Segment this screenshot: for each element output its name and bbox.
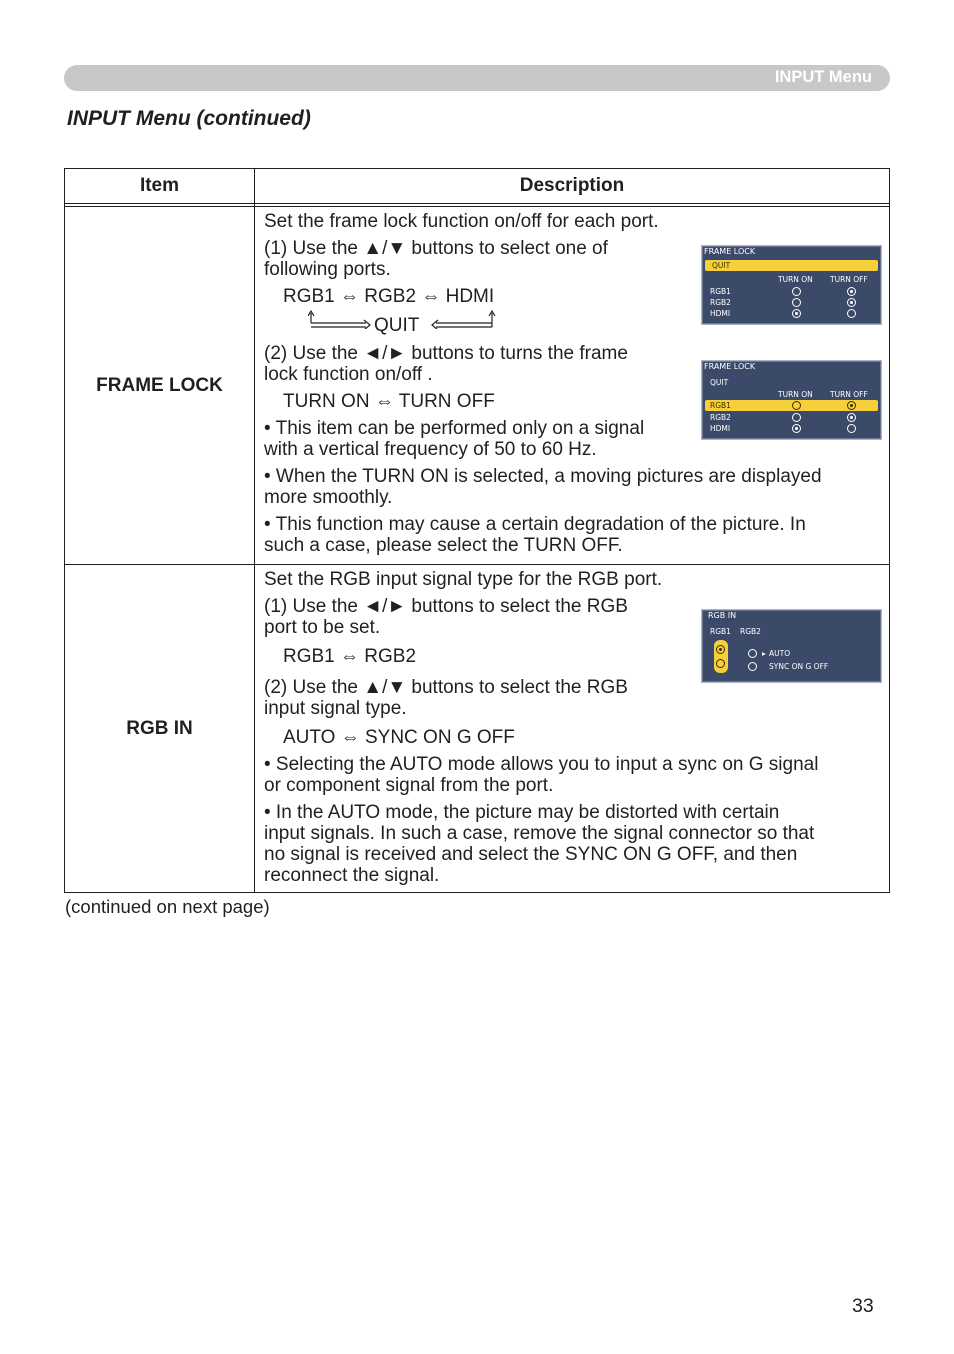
frame-lock-quit-label: QUIT xyxy=(374,315,420,336)
osd1-radio xyxy=(847,309,856,318)
osd-frame-lock-rgb1 xyxy=(701,360,882,440)
rgb-in-step2-line2: input signal type. xyxy=(264,698,407,719)
osd3-opt1: AUTO xyxy=(769,649,791,658)
osd3-selector-radio xyxy=(716,645,725,654)
frame-lock-quit-loop xyxy=(264,307,679,337)
frame-lock-onoff: TURN ON ⇔ TURN OFF xyxy=(283,391,495,412)
frame-lock-step2-line2: lock function on/off . xyxy=(264,364,433,385)
osd2-radio xyxy=(847,413,856,422)
osd3-tab1: RGB1 xyxy=(710,627,731,636)
osd1-row1: RGB1 xyxy=(710,287,731,296)
frame-lock-note3-line1: • This function may cause a certain degradation of the picture. In xyxy=(264,514,806,535)
osd1-row3: HDMI xyxy=(710,309,731,318)
osd3-radio xyxy=(748,662,757,671)
rgb-in-note1-line2: or component signal from the port. xyxy=(264,775,554,796)
frame-lock-step2-line1: (2) Use the ◄/► buttons to turns the frame xyxy=(264,343,628,364)
rgb-in-intro: Set the RGB input signal type for the RGB port. xyxy=(264,569,663,590)
osd1-quit: QUIT xyxy=(712,261,731,270)
osd2-rgb1-highlight xyxy=(705,400,878,411)
frame-lock-note1-line2: with a vertical frequency of 50 to 60 Hz. xyxy=(264,439,597,460)
column-header-item: Item xyxy=(65,169,255,204)
osd1-quit-highlight xyxy=(705,260,878,271)
osd2-radio xyxy=(792,413,801,422)
rgb-in-step1-line1: (1) Use the ◄/► buttons to select the RGB xyxy=(264,596,628,617)
rgb-in-note2-line4: reconnect the signal. xyxy=(264,865,440,886)
header-bar xyxy=(64,65,890,91)
frame-lock-note1-line1: • This item can be performed only on a signal xyxy=(264,418,645,439)
osd3-tab2: RGB2 xyxy=(740,627,761,636)
osd3-selector-radio xyxy=(716,659,725,668)
frame-lock-step1-line2: following ports. xyxy=(264,259,391,280)
header-label: INPUT Menu xyxy=(774,68,872,86)
osd1-radio xyxy=(847,298,856,307)
osd2-radio xyxy=(792,401,801,410)
page-number: 33 xyxy=(852,1295,874,1317)
rgb-in-step1-line2: port to be set. xyxy=(264,617,381,638)
frame-lock-step1-line1: (1) Use the ▲/▼ buttons to select one of xyxy=(264,238,608,259)
osd3-radio xyxy=(748,649,757,658)
item-frame-lock: FRAME LOCK xyxy=(65,207,255,565)
continued-note: (continued on next page) xyxy=(65,896,270,917)
frame-lock-intro: Set the frame lock function on/off for each port. xyxy=(264,211,659,232)
osd1-title: FRAME LOCK xyxy=(704,247,756,256)
rgb-in-note2-line3: no signal is received and select the SYNC ON G OFF, and then xyxy=(264,844,798,865)
osd2-col-on: TURN ON xyxy=(778,390,813,399)
rgb-in-modes: AUTO ⇔ SYNC ON G OFF xyxy=(283,727,515,748)
osd2-quit: QUIT xyxy=(710,378,729,387)
rgb-in-note1-line1: • Selecting the AUTO mode allows you to input a sync on G signal xyxy=(264,754,819,775)
rgb-in-note2-line2: input signals. In such a case, remove the signal connector so that xyxy=(264,823,815,844)
frame-lock-note3-line2: such a case, please select the TURN OFF. xyxy=(264,535,623,556)
rgb-in-note2-line1: • In the AUTO mode, the picture may be distorted with certain xyxy=(264,802,780,823)
osd2-row3: HDMI xyxy=(710,424,731,433)
osd-frame-lock-quit xyxy=(701,245,882,325)
osd2-radio xyxy=(847,401,856,410)
frame-lock-note2-line1: • When the TURN ON is selected, a moving pictures are displayed xyxy=(264,466,822,487)
osd1-radio xyxy=(792,309,801,318)
osd2-col-off: TURN OFF xyxy=(830,390,868,399)
osd1-radio xyxy=(792,298,801,307)
frame-lock-ports: RGB1 ⇔ RGB2 ⇔ HDMI xyxy=(283,286,495,307)
osd3-title: RGB IN xyxy=(708,611,737,620)
osd-rgb-in xyxy=(701,609,882,683)
osd1-row2: RGB2 xyxy=(710,298,731,307)
section-title: INPUT Menu (continued) xyxy=(67,107,311,130)
osd2-row1: RGB1 xyxy=(710,401,731,410)
loop-arrow-left-icon xyxy=(308,307,372,329)
osd3-opt2: SYNC ON G OFF xyxy=(769,662,829,671)
column-header-description: Description xyxy=(255,169,890,204)
osd1-radio xyxy=(847,287,856,296)
osd3-pointer-icon: ▸ xyxy=(762,649,766,658)
loop-arrow-right-icon xyxy=(428,307,498,329)
osd1-col-off: TURN OFF xyxy=(830,275,868,284)
osd2-radio xyxy=(847,424,856,433)
table-header-row xyxy=(65,169,890,204)
osd2-radio xyxy=(792,424,801,433)
item-rgb-in: RGB IN xyxy=(65,565,255,893)
rgb-in-step2-line1: (2) Use the ▲/▼ buttons to select the RGB xyxy=(264,677,628,698)
osd2-title: FRAME LOCK xyxy=(704,362,756,371)
osd1-col-on: TURN ON xyxy=(778,275,813,284)
osd1-radio xyxy=(792,287,801,296)
osd3-selector-highlight xyxy=(714,640,728,673)
osd2-row2: RGB2 xyxy=(710,413,731,422)
rgb-in-ports: RGB1 ⇔ RGB2 xyxy=(283,646,417,667)
frame-lock-note2-line2: more smoothly. xyxy=(264,487,393,508)
